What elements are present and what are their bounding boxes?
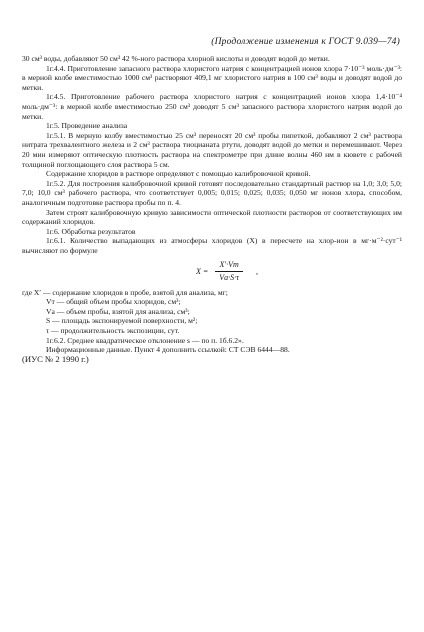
formula-lhs: X = (195, 266, 209, 276)
paragraph: 1г.4.4. Приготовление запасного раствора хлористого натрия с концентрацией ионов хлора 7·10⁻³ моль·дм⁻³: в мерной колбе вместимостью 1000 см³ растворяют 409,1 мг хлористого натрия в 100 см³ воды и доводят водой до метки. (22, 63, 402, 92)
paragraph: Информационные данные. Пункт 4 дополнить ссылкой: СТ СЭВ 6444—88. (46, 345, 290, 355)
paragraph: 1г.6.2. Среднее квадратическое отклонение s — по п. 1б.6.2». (46, 335, 244, 345)
paragraph: Содержание хлоридов в растворе определяют с помощью калибровочной кривой. (46, 169, 311, 179)
definition-line: τ — продолжительность экспозиции, сут. (46, 326, 180, 336)
page-header: (Продолжение изменения к ГОСТ 9.039—74) (211, 37, 400, 47)
document-body (22, 54, 402, 364)
formula-denominator: Vа·S·τ (219, 273, 240, 283)
paragraph: 1г.6.1. Количество выпадающих из атмосферы хлоридов (X) в пересчете на хлор-ион в мг·м⁻²·сут⁻¹ вычисляют по формуле (22, 236, 402, 255)
paragraph: 30 см³ воды, добавляют 50 см³ 42 %-ного раствора хлорной кислоты и доводят водой до метки. (22, 54, 330, 63)
definition-line: Vа — объем пробы, взятой для анализа, см³; (46, 306, 190, 316)
paragraph: 1г.5.2. Для построения калибровочной кривой готовят последовательно стандартный раствор на 1,0; 3,0; 5,0; 7,0; 10,0 см³ рабочего раствора, что соответствует 0,005; 0,015; 0,025; 0,035; 0,050 мг ионов хлора, способом, аналогичным подготовке раствора пробы по п. 4. (22, 178, 402, 207)
paragraph: Затем строят калибровочную кривую зависимости оптической плотности растворов от соответствующих им содержаний хлоридов. (22, 207, 402, 227)
definition-line: Vт — общий объем пробы хлоридов, см³; (46, 297, 181, 307)
definition-line: S — площадь экспонируемой поверхности, м²; (46, 316, 198, 326)
section-heading: 1г.5. Проведение анализа (46, 121, 128, 131)
definition-line: где X′ — содержание хлоридов в пробе, взятой для анализа, мг; (22, 287, 228, 297)
formula (52, 260, 402, 282)
formula-numerator: X′·Vт (215, 260, 242, 272)
section-heading: 1г.6. Обработка результатов (46, 226, 136, 236)
paragraph: 1г.4.5. Приготовление рабочего раствора хлористого натрия с концентрацией ионов хлора 1,4·10⁻⁴ моль·дм⁻³: в мерной колбе вместимостью 250 см³ доводят 5 см³ запасного раствора хлористого натрия водой до метки. (22, 92, 402, 121)
formula-fraction (215, 260, 243, 282)
issue-reference: (ИУС № 2 1990 г.) (22, 353, 89, 364)
paragraph: 1г.5.1. В мерную колбу вместимостью 25 см³ переносят 20 см³ пробы пипеткой, добавляют 2 см³ раствора нитрата трехвалентного железа и 2 см³ раствора тиоцианата ртути, доводят водой до метки и перемешивают. Через 20 мин измеряют оптическую плотность раствора на спектрометре при длине волны 460 нм в кювете с рабочей толщиной поглощающего слоя раствора 5 см. (22, 130, 402, 169)
formula-tail: , (256, 266, 259, 276)
